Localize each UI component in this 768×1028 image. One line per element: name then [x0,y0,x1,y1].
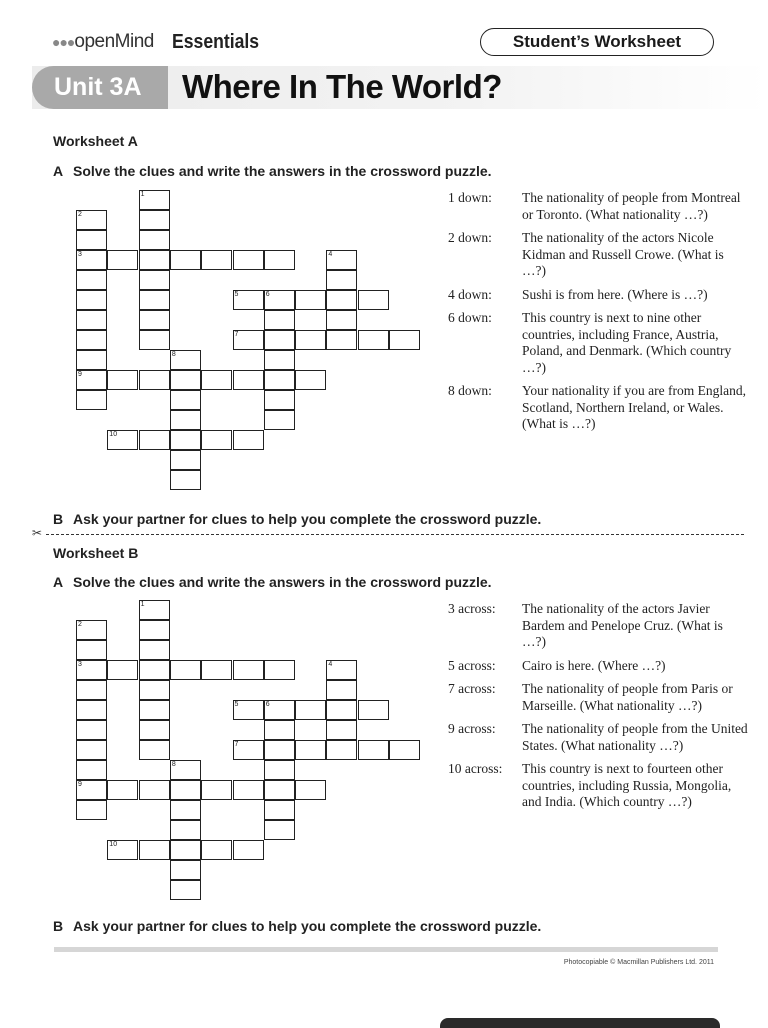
clue-text: This country is next to nine other countries, including France, Austria, Poland, and Denmark. (Which country …?) [522,310,732,375]
clue-number: 9 [78,781,82,788]
instruction-text: Solve the clues and write the answers in the crossword puzzle. [73,163,492,179]
crossword-cell[interactable] [264,700,295,720]
worksheet-b-instruction-b [53,918,541,934]
clue-label: 7 across: [448,681,496,696]
clue-text: Cairo is here. (Where …?) [522,657,666,673]
crossword-cell[interactable] [326,270,357,290]
clue-label: 8 down: [448,383,492,398]
clue-number: 9 [78,371,82,378]
page-edge-tab [440,1018,720,1028]
crossword-cell[interactable] [76,290,107,310]
worksheet-a-clues [448,190,748,433]
clue-number: 2 [78,621,82,628]
crossword-cell[interactable] [264,370,295,390]
crossword-cell[interactable] [139,660,170,680]
crossword-cell[interactable] [264,780,295,800]
crossword-cell[interactable] [76,330,107,350]
crossword-cell[interactable] [264,290,295,310]
crossword-cell[interactable] [233,330,264,350]
clue-8-down [448,383,748,433]
cut-line [32,528,744,540]
clue-number: 8 [171,761,176,768]
clue-number: 10 [109,841,118,848]
clue-9-across [448,721,748,754]
crossword-cell[interactable] [233,780,264,800]
brand-dots: ●●● [52,34,75,50]
crossword-cell[interactable] [264,820,295,840]
clue-number: 3 [78,661,82,668]
crossword-cell[interactable] [201,430,232,450]
clue-label: 1 down: [448,190,492,205]
crossword-cell[interactable] [170,840,201,860]
crossword-cell[interactable] [170,430,201,450]
crossword-cell[interactable] [326,700,357,720]
crossword-cell[interactable] [264,740,295,760]
crossword-cell[interactable] [139,250,170,270]
worksheet-b-heading: Worksheet B [53,545,139,561]
clue-number: 3 [78,251,82,258]
crossword-cell[interactable] [76,660,107,680]
worksheet-a-heading: Worksheet A [53,133,138,149]
clue-label: 9 across: [448,721,496,736]
clue-number: 2 [78,211,82,218]
clue-text: The nationality of people from Paris or Marseille. (What nationality …?) [522,681,733,713]
clue-number: 6 [265,701,270,708]
crossword-cell[interactable] [233,370,264,390]
crossword-cell[interactable] [264,390,295,410]
crossword-cell[interactable] [264,410,295,430]
crossword-cell[interactable] [139,600,170,620]
clue-number: 5 [234,291,239,298]
crossword-cell[interactable] [358,700,389,720]
dashed-divider [46,534,744,535]
crossword-cell[interactable] [139,620,170,640]
crossword-cell[interactable] [76,700,107,720]
clue-label: 3 across: [448,601,496,616]
crossword-cell[interactable] [139,430,170,450]
crossword-cell[interactable] [295,780,326,800]
clue-number: 10 [109,431,118,438]
crossword-cell[interactable] [326,250,357,270]
clue-label: 2 down: [448,230,492,245]
crossword-cell[interactable] [170,450,201,470]
crossword-cell[interactable] [326,290,357,310]
crossword-cell[interactable] [139,640,170,660]
crossword-cell[interactable] [139,330,170,350]
clue-3-across [448,601,748,651]
clue-number: 6 [265,291,270,298]
clue-number: 7 [234,331,239,338]
crossword-cell[interactable] [264,330,295,350]
clue-label: 5 across: [448,657,496,673]
crossword-cell[interactable] [233,700,264,720]
crossword-cell[interactable] [295,290,326,310]
crossword-cell[interactable] [139,840,170,860]
clue-text: The nationality of people from the United States. (What nationality …?) [522,721,748,753]
crossword-cell[interactable] [264,660,295,680]
clue-number: 4 [328,251,333,258]
crossword-cell[interactable] [107,840,138,860]
clue-label: 6 down: [448,310,492,325]
crossword-cell[interactable] [139,190,170,210]
clue-number: 8 [171,351,176,358]
crossword-cell[interactable] [264,310,295,330]
crossword-cell[interactable] [76,640,107,660]
instruction-text: Solve the clues and write the answers in the crossword puzzle. [73,574,492,590]
crossword-cell[interactable] [233,430,264,450]
crossword-cell[interactable] [139,230,170,250]
instruction-letter: A [53,574,64,590]
crossword-cell[interactable] [233,250,264,270]
crossword-cell[interactable] [326,680,357,700]
crossword-cell[interactable] [326,330,357,350]
crossword-cell[interactable] [264,250,295,270]
crossword-cell[interactable] [139,270,170,290]
crossword-cell[interactable] [326,740,357,760]
crossword-cell[interactable] [76,780,107,800]
clue-4-down [448,287,748,304]
crossword-cell[interactable] [76,210,107,230]
crossword-cell[interactable] [76,310,107,330]
series-name: Essentials [172,31,260,53]
brand-logo [52,31,154,53]
crossword-cell[interactable] [295,370,326,390]
crossword-cell[interactable] [170,660,201,680]
worksheet-b-instruction-a [53,574,492,590]
crossword-cell[interactable] [358,330,389,350]
crossword-cell[interactable] [295,330,326,350]
crossword-cell[interactable] [139,740,170,760]
crossword-cell[interactable] [170,860,201,880]
crossword-cell[interactable] [139,680,170,700]
clue-text: The nationality of people from Montreal or Toronto. (What nationality …?) [522,190,741,222]
instruction-letter: B [53,918,64,934]
crossword-cell[interactable] [326,310,357,330]
crossword-cell[interactable] [389,330,420,350]
crossword-cell[interactable] [264,350,295,370]
crossword-cell[interactable] [233,840,264,860]
worksheet-a-instruction-b [53,511,541,527]
clue-number: 1 [140,601,145,608]
brand-name: openMind [74,31,154,52]
crossword-cell[interactable] [170,780,201,800]
clue-text: Your nationality if you are from England, Scotland, Northern Ireland, or Wales. (What is …?) [522,383,746,431]
worksheet-badge: Student’s Worksheet [480,28,714,56]
crossword-cell[interactable] [201,250,232,270]
crossword-cell[interactable] [170,470,201,490]
crossword-cell[interactable] [76,390,107,410]
crossword-cell[interactable] [389,740,420,760]
crossword-cell[interactable] [170,370,201,390]
clue-10-across [448,761,748,811]
crossword-cell[interactable] [264,760,295,780]
instruction-text: Ask your partner for clues to help you complete the crossword puzzle. [73,511,542,527]
crossword-cell[interactable] [326,660,357,680]
crossword-cell[interactable] [107,370,138,390]
footer-bar [54,947,718,952]
crossword-cell[interactable] [358,290,389,310]
crossword-cell[interactable] [107,250,138,270]
crossword-cell[interactable] [201,840,232,860]
clue-7-across [448,681,748,714]
crossword-cell[interactable] [170,350,201,370]
crossword-cell[interactable] [201,660,232,680]
copyright-text: Photocopiable © Macmillan Publishers Ltd. 2011 [563,959,714,966]
crossword-cell[interactable] [139,700,170,720]
clue-label: 4 down: [448,286,492,302]
crossword-cell[interactable] [170,410,201,430]
crossword-cell[interactable] [139,720,170,740]
crossword-grid-b [76,600,436,910]
crossword-cell[interactable] [76,350,107,370]
crossword-cell[interactable] [358,740,389,760]
crossword-cell[interactable] [76,680,107,700]
crossword-cell[interactable] [170,760,201,780]
instruction-letter: A [53,163,64,179]
crossword-cell[interactable] [139,370,170,390]
crossword-cell[interactable] [233,740,264,760]
clue-5-across [448,658,748,675]
crossword-cell[interactable] [170,820,201,840]
crossword-cell[interactable] [76,270,107,290]
clue-number: 1 [140,191,145,198]
crossword-cell[interactable] [264,800,295,820]
clue-text: Sushi is from here. (Where is …?) [522,286,708,302]
crossword-cell[interactable] [76,800,107,820]
crossword-cell[interactable] [76,720,107,740]
clue-6-down [448,310,748,376]
worksheet-a-instruction-a [53,163,492,179]
instruction-letter: B [53,511,64,527]
crossword-cell[interactable] [139,780,170,800]
clue-text: The nationality of the actors Nicole Kidman and Russell Crowe. (What is …?) [522,230,724,278]
crossword-cell[interactable] [264,720,295,740]
crossword-cell[interactable] [107,780,138,800]
crossword-cell[interactable] [76,740,107,760]
crossword-cell[interactable] [76,620,107,640]
clue-1-down [448,190,748,223]
clue-number: 4 [328,661,333,668]
clue-2-down [448,230,748,280]
crossword-cell[interactable] [170,880,201,900]
crossword-cell[interactable] [170,390,201,410]
crossword-cell[interactable] [233,290,264,310]
crossword-grid-a [76,190,436,500]
crossword-cell[interactable] [295,700,326,720]
crossword-cell[interactable] [233,660,264,680]
crossword-cell[interactable] [139,210,170,230]
crossword-cell[interactable] [201,780,232,800]
crossword-cell[interactable] [107,660,138,680]
clue-number: 7 [234,741,239,748]
clue-number: 5 [234,701,239,708]
crossword-cell[interactable] [107,430,138,450]
crossword-cell[interactable] [139,290,170,310]
crossword-cell[interactable] [76,370,107,390]
worksheet-b-clues [448,601,748,811]
crossword-cell[interactable] [139,310,170,330]
crossword-cell[interactable] [76,760,107,780]
scissors-icon: ✂ [32,526,43,540]
crossword-cell[interactable] [295,740,326,760]
crossword-cell[interactable] [326,720,357,740]
clue-label: 10 across: [448,761,503,776]
crossword-cell[interactable] [170,250,201,270]
instruction-text: Ask your partner for clues to help you complete the crossword puzzle. [73,918,542,934]
crossword-cell[interactable] [170,800,201,820]
clue-text: This country is next to fourteen other countries, including Russia, Mongolia, and India. (Which country …?) [522,761,732,809]
page-title: Where In The World? [182,68,502,105]
crossword-cell[interactable] [76,250,107,270]
crossword-cell[interactable] [201,370,232,390]
clue-text: The nationality of the actors Javier Bardem and Penelope Cruz. (What is …?) [522,601,723,649]
crossword-cell[interactable] [76,230,107,250]
unit-label: Unit 3A [32,66,168,109]
